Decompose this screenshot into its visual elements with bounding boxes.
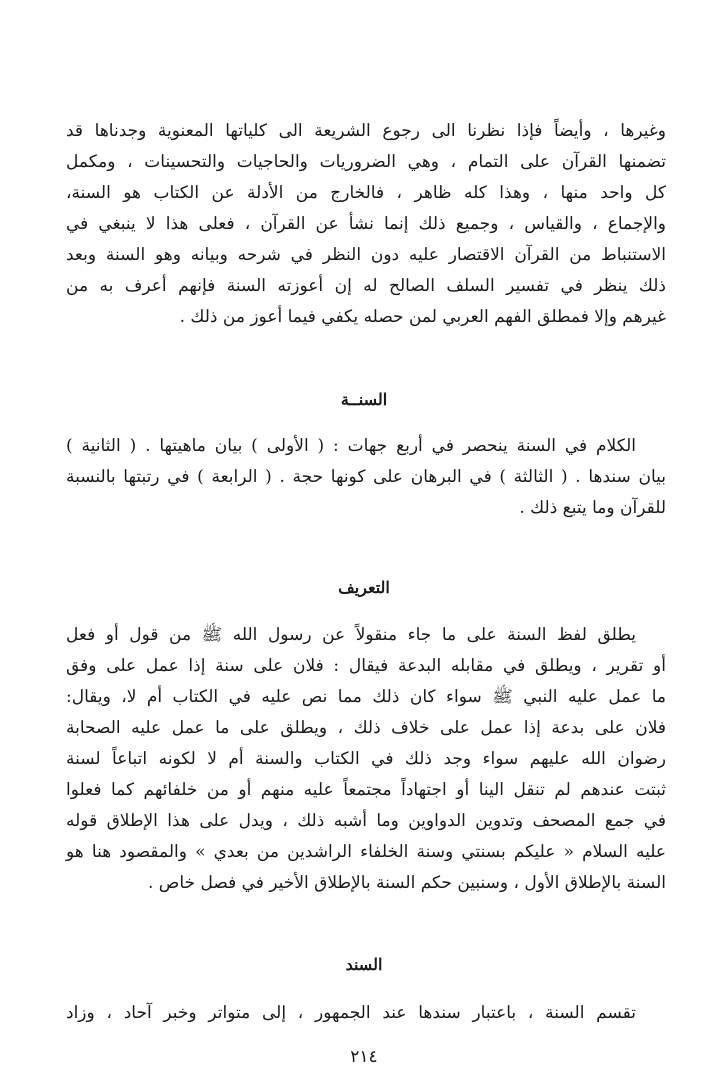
paragraph-definition <box>66 620 666 899</box>
text-line: للقرآن وما يتبع ذلك . <box>519 498 666 518</box>
text-line: عليه السلام « عليكم بسنتي وسنة الخلفاء الراشدين من بعدي » والمقصود هنا هو <box>66 842 666 862</box>
text-line: ثبتت عندهم لم تنقل الينا أو اجتهاداً مجتمعاً عليه منهم أو من خلفائهم كما فعلوا <box>66 780 666 800</box>
paragraph-chain <box>66 998 666 1029</box>
text-line: ذلك ينظر في تفسير السلف الصالح له إن أعوزته السنة فإنهم أعرف به من <box>66 276 666 296</box>
paragraph-continuation <box>66 116 666 333</box>
text-line: فلان على بدعة إذا عمل على خلاف ذلك ، ويطلق على ما عمل عليه الصحابة <box>66 718 666 738</box>
text-line: تضمنها القرآن على التمام ، وهي الضروريات والحاجيات والتحسينات ، ومكمل <box>66 152 666 172</box>
text-line: الاستنباط من القرآن الاقتصار عليه دون النظر في شرحه وبيانه وهو السنة وبعد <box>66 245 666 265</box>
text-line: الكلام في السنة ينحصر في أربع جهات : ( الأولى ) بيان ماهيتها . ( الثانية ) <box>66 436 636 456</box>
text-line: في جمع المصحف وتدوين الدواوين وما أشبه ذلك ، ويدل على هذا الإطلاق قوله <box>66 811 666 831</box>
text-line: والإجماع ، والقياس ، وجميع ذلك إنما نشأ عن القرآن ، فعلى هذا لا ينبغي في <box>66 214 666 234</box>
text-line: ما عمل عليه النبي ﷺ سواء كان ذلك مما نص عليه في الكتاب أم لا، ويقال: <box>66 687 666 707</box>
text-line: أو تقرير ، ويطلق في مقابله البدعة فيقال : فلان على سنة إذا عمل على وفق <box>66 656 666 676</box>
text-line: تقسم السنة ، باعتبار سندها عند الجمهور ، إلى متواتر وخبر آحاد ، وزاد <box>66 1003 636 1023</box>
text-line: غيرهم وإلا فمطلق الفهم العربي لمن حصله يكفي فيما أعوز من ذلك . <box>179 307 666 327</box>
section-heading-chain: السند <box>345 955 383 974</box>
text-line: رضوان الله عليهم سواء وجد ذلك في الكتاب والسنة أم لا لكونه اتباعاً لسنة <box>66 749 666 769</box>
paragraph-sunna-aspects <box>66 431 666 524</box>
text-line: السنة بالإطلاق الأول ، وسنبين حكم السنة بالإطلاق الأخير في فصل خاص . <box>148 873 666 893</box>
text-line: وغيرها ، وأيضاً فإذا نظرنا الى رجوع الشريعة الى كلياتها المعنوية وجدناها قد <box>66 121 666 141</box>
page-number: ٢١٤ <box>350 1047 378 1067</box>
text-line: بيان سندها . ( الثالثة ) في البرهان على كونها حجة . ( الرابعة ) في رتبتها بالنسبة <box>66 467 666 487</box>
section-heading-sunna: السنــة <box>340 390 388 409</box>
text-line: يطلق لفظ السنة على ما جاء منقولاً عن رسول الله ﷺ من قول أو فعل <box>66 625 636 645</box>
text-line: كل واحد منها ، وهذا كله ظاهر ، فالخارج من الأدلة عن الكتاب هو السنة، <box>66 183 666 203</box>
section-heading-definition: التعريف <box>338 578 390 597</box>
